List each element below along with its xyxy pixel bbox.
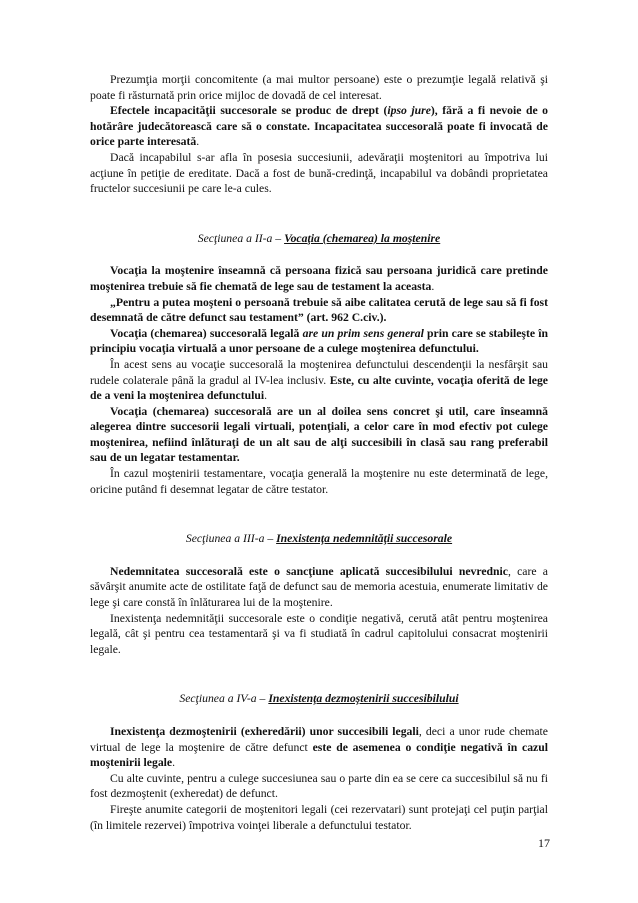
paragraph-presumption: Prezumţia morţii concomitente (a mai multor persoane) este o prezumţie legală relativă şi poate fi răsturnată prin orice mijloc de dovadă de cel interesat.	[90, 73, 548, 102]
paragraph-vocation-testamentary: În cazul moştenirii testamentare, vocaţia generală la moştenire nu este determinată de lege, oricine putând fi desemnat legatar de către testator.	[90, 467, 548, 496]
paragraph-unworthiness: Nedemnitatea succesorală este o sancţiune aplicată succesibilului nevrednic, care a săvârşit anumite acte de ostilitate faţă de defunct sau de memoria acestuia, enumerate limitativ de lege şi care constă în înlăturarea lui de la moştenire.	[90, 564, 548, 610]
section-heading-2: Secţiunea a II-a – Vocaţia (chemarea) la moştenire	[197, 231, 441, 245]
page-number: 17	[538, 836, 550, 850]
paragraph-effects: Efectele incapacităţii succesorale se produc de drept (ipso jure), fără a fi nevoie de o hotărâre judecătorească care să o constate. Incapacitatea succesorală poate fi invocată de orice parte interesată.	[90, 104, 549, 149]
paragraph-vocation-concrete: Vocaţia (chemarea) succesorală are un al doilea sens concret şi util, care înseamnă alegerea dintre succesorii legali virtuali, potenţiali, a celor care în mod efectiv pot culege moştenirea, nefiind înlăturaţi de un alt sau de alţi succesibili în clasă sau rang preferabil sau de un legatar testamentar.	[90, 404, 548, 465]
section-heading-4: Secţiunea a IV-a – Inexistenţa dezmoştenirii succesibilului	[179, 692, 459, 706]
paragraph-vocation-quote: „Pentru a putea moşteni o persoană trebuie să aibe calitatea cerută de lege sau să fi fost desemnată de către defunct sau testament” (art. 962 C.civ.).	[90, 295, 548, 325]
paragraph-incapable: Dacă incapabilul s-ar afla în posesia succesiunii, adevăraţii moştenitori au împotriva lui acţiune în petiţie de ereditate. Dacă a fost de bună-credinţă, incapabilul va dobândi proprietatea fructelor succesiunii pe care le-a cules.	[90, 150, 548, 196]
paragraph-reserved-heirs: Fireşte anumite categorii de moştenitori legali (cei rezervatari) sunt protejaţi cel puţin parţial (în limitele rezervei) împotriva voinţei liberale a defunctului testator.	[90, 802, 548, 832]
paragraph-disinheritance-other-words: Cu alte cuvinte, pentru a culege succesiunea sau o parte din ea se cere ca succesibilul să nu fi fost dezmoştenit (exheredat) de defunct.	[90, 771, 548, 801]
paragraph-disinheritance: Inexistenţa dezmoştenirii (exheredării) unor succesibili legali, deci a unor rude chemate virtual de lege la moştenire de către defunct este de asemenea o condiţie negativă în cazul moştenirii legale.	[90, 725, 548, 770]
paragraph-vocation-definition: Vocaţia la moştenire înseamnă că persoana fizică sau persoana juridică care pretinde moştenirea trebuie să fie chemată de lege sau de testament la aceasta.	[90, 264, 548, 293]
paragraph-vocation-general: Vocaţia (chemarea) succesorală legală are un prim sens general prin care se stabileşte în principiu vocaţia virtuală a unor persoane de a culege moştenirea defunctului.	[90, 326, 549, 356]
paragraph-vocation-descendants: În acest sens au vocaţie succesorală la moştenirea defunctului descendenţii la nesfârşit sau rudele colaterale până la gradul al IV-lea inclusiv. Este, cu alte cuvinte, vocaţia oferită de lege de a veni la moştenirea defunctului.	[90, 357, 548, 403]
paragraph-unworthiness-negative: Inexistenţa nedemnităţii succesorale este o condiţie negativă, cerută atât pentru moştenirea legală, cât şi pentru cea testamentară şi va fi studiată în cadrul capitolului consacrat moştenirii legale.	[90, 611, 548, 656]
document-page	[90, 72, 548, 833]
section-heading-3: Secţiunea a III-a – Inexistenţa nedemnităţii succesorale	[185, 532, 453, 546]
